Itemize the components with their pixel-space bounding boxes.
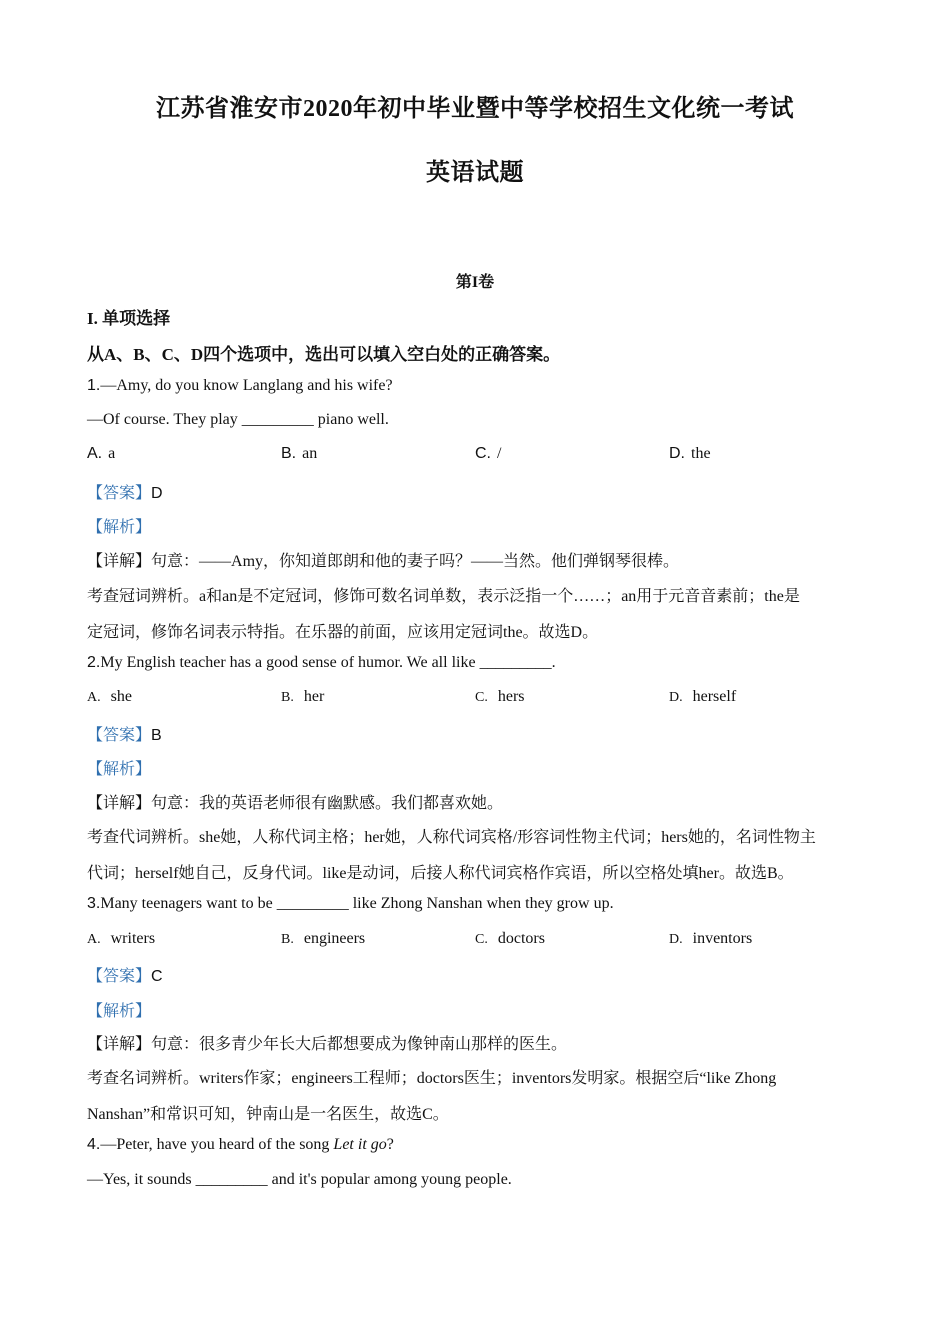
q2-option-b: B. her xyxy=(281,688,325,705)
q2-analysis-label: 【解析】 xyxy=(87,761,152,778)
q2-explain-1: 考查代词辨析。she她，人称代词主格；her她，人称代词宾格/形容词性物主代词；hers她的，名词性物主 xyxy=(87,829,816,846)
q3-option-c: C. doctors xyxy=(475,930,545,947)
q1-explain-2: 定冠词，修饰名词表示特指。在乐器的前面，应该用定冠词the。故选D。 xyxy=(87,624,599,641)
q1-option-c: C. / xyxy=(475,445,502,462)
q1-option-d: D. the xyxy=(669,445,711,462)
volume-heading: 第I卷 xyxy=(455,274,495,291)
q3-option-d: D. inventors xyxy=(669,930,753,947)
q2-answer: 【答案】B xyxy=(87,727,162,744)
part-heading: I. 单项选择 xyxy=(87,309,171,328)
q1-analysis-label: 【解析】 xyxy=(87,519,152,536)
question-3-line-1: 3.Many teenagers want to be _________ like Zhong Nanshan when they grow up. xyxy=(87,895,614,912)
question-number: 1. xyxy=(87,377,101,394)
q3-answer: 【答案】C xyxy=(87,968,163,985)
instruction: 从A、B、C、D四个选项中，选出可以填入空白处的正确答案。 xyxy=(87,345,561,364)
song-title: Let it go xyxy=(333,1136,387,1153)
q2-option-c: C. hers xyxy=(475,688,525,705)
question-4-line-2: —Yes, it sounds _________ and it's popular among young people. xyxy=(87,1171,512,1188)
q1-option-a: A. a xyxy=(87,445,116,462)
q1-detail: 【详解】句意：——Amy，你知道郎朗和他的妻子吗？——当然。他们弹钢琴很棒。 xyxy=(87,553,680,570)
q3-explain-2: Nanshan”和常识可知，钟南山是一名医生，故选C。 xyxy=(87,1106,449,1123)
q3-detail: 【详解】句意：很多青少年长大后都想要成为像钟南山那样的医生。 xyxy=(87,1036,568,1053)
question-number: 3. xyxy=(87,895,101,912)
q3-explain-1: 考查名词辨析。writers作家；engineers工程师；doctors医生；inventors发明家。根据空后“like Zhong xyxy=(87,1070,777,1087)
question-4-line-1: 4.—Peter, have you heard of the song Let it go? xyxy=(87,1136,394,1153)
exam-title: 江苏省淮安市2020年初中毕业暨中等学校招生文化统一考试 xyxy=(156,96,794,122)
q3-option-a: A. writers xyxy=(87,930,156,947)
q1-answer: 【答案】D xyxy=(87,485,163,502)
q1-explain-1: 考查冠词辨析。a和an是不定冠词，修饰可数名词单数，表示泛指一个……；an用于元音音素前；the是 xyxy=(87,588,800,605)
q1-option-b: B. an xyxy=(281,445,318,462)
q2-detail: 【详解】句意：我的英语老师很有幽默感。我们都喜欢她。 xyxy=(87,795,504,812)
q2-explain-2: 代词；herself她自己，反身代词。like是动词，后接人称代词宾格作宾语，所以空格处填her。故选B。 xyxy=(87,865,794,882)
question-1-line-2: —Of course. They play _________ piano well. xyxy=(87,411,389,428)
q2-option-d: D. herself xyxy=(669,688,737,705)
q2-option-a: A. she xyxy=(87,688,132,705)
question-1-line-1: 1.—Amy, do you know Langlang and his wife? xyxy=(87,377,393,394)
exam-subtitle: 英语试题 xyxy=(426,160,524,186)
question-2-line-1: 2.My English teacher has a good sense of humor. We all like _________. xyxy=(87,654,556,671)
question-number: 4. xyxy=(87,1136,101,1153)
question-number: 2. xyxy=(87,654,101,671)
q3-option-b: B. engineers xyxy=(281,930,366,947)
q3-analysis-label: 【解析】 xyxy=(87,1003,152,1020)
